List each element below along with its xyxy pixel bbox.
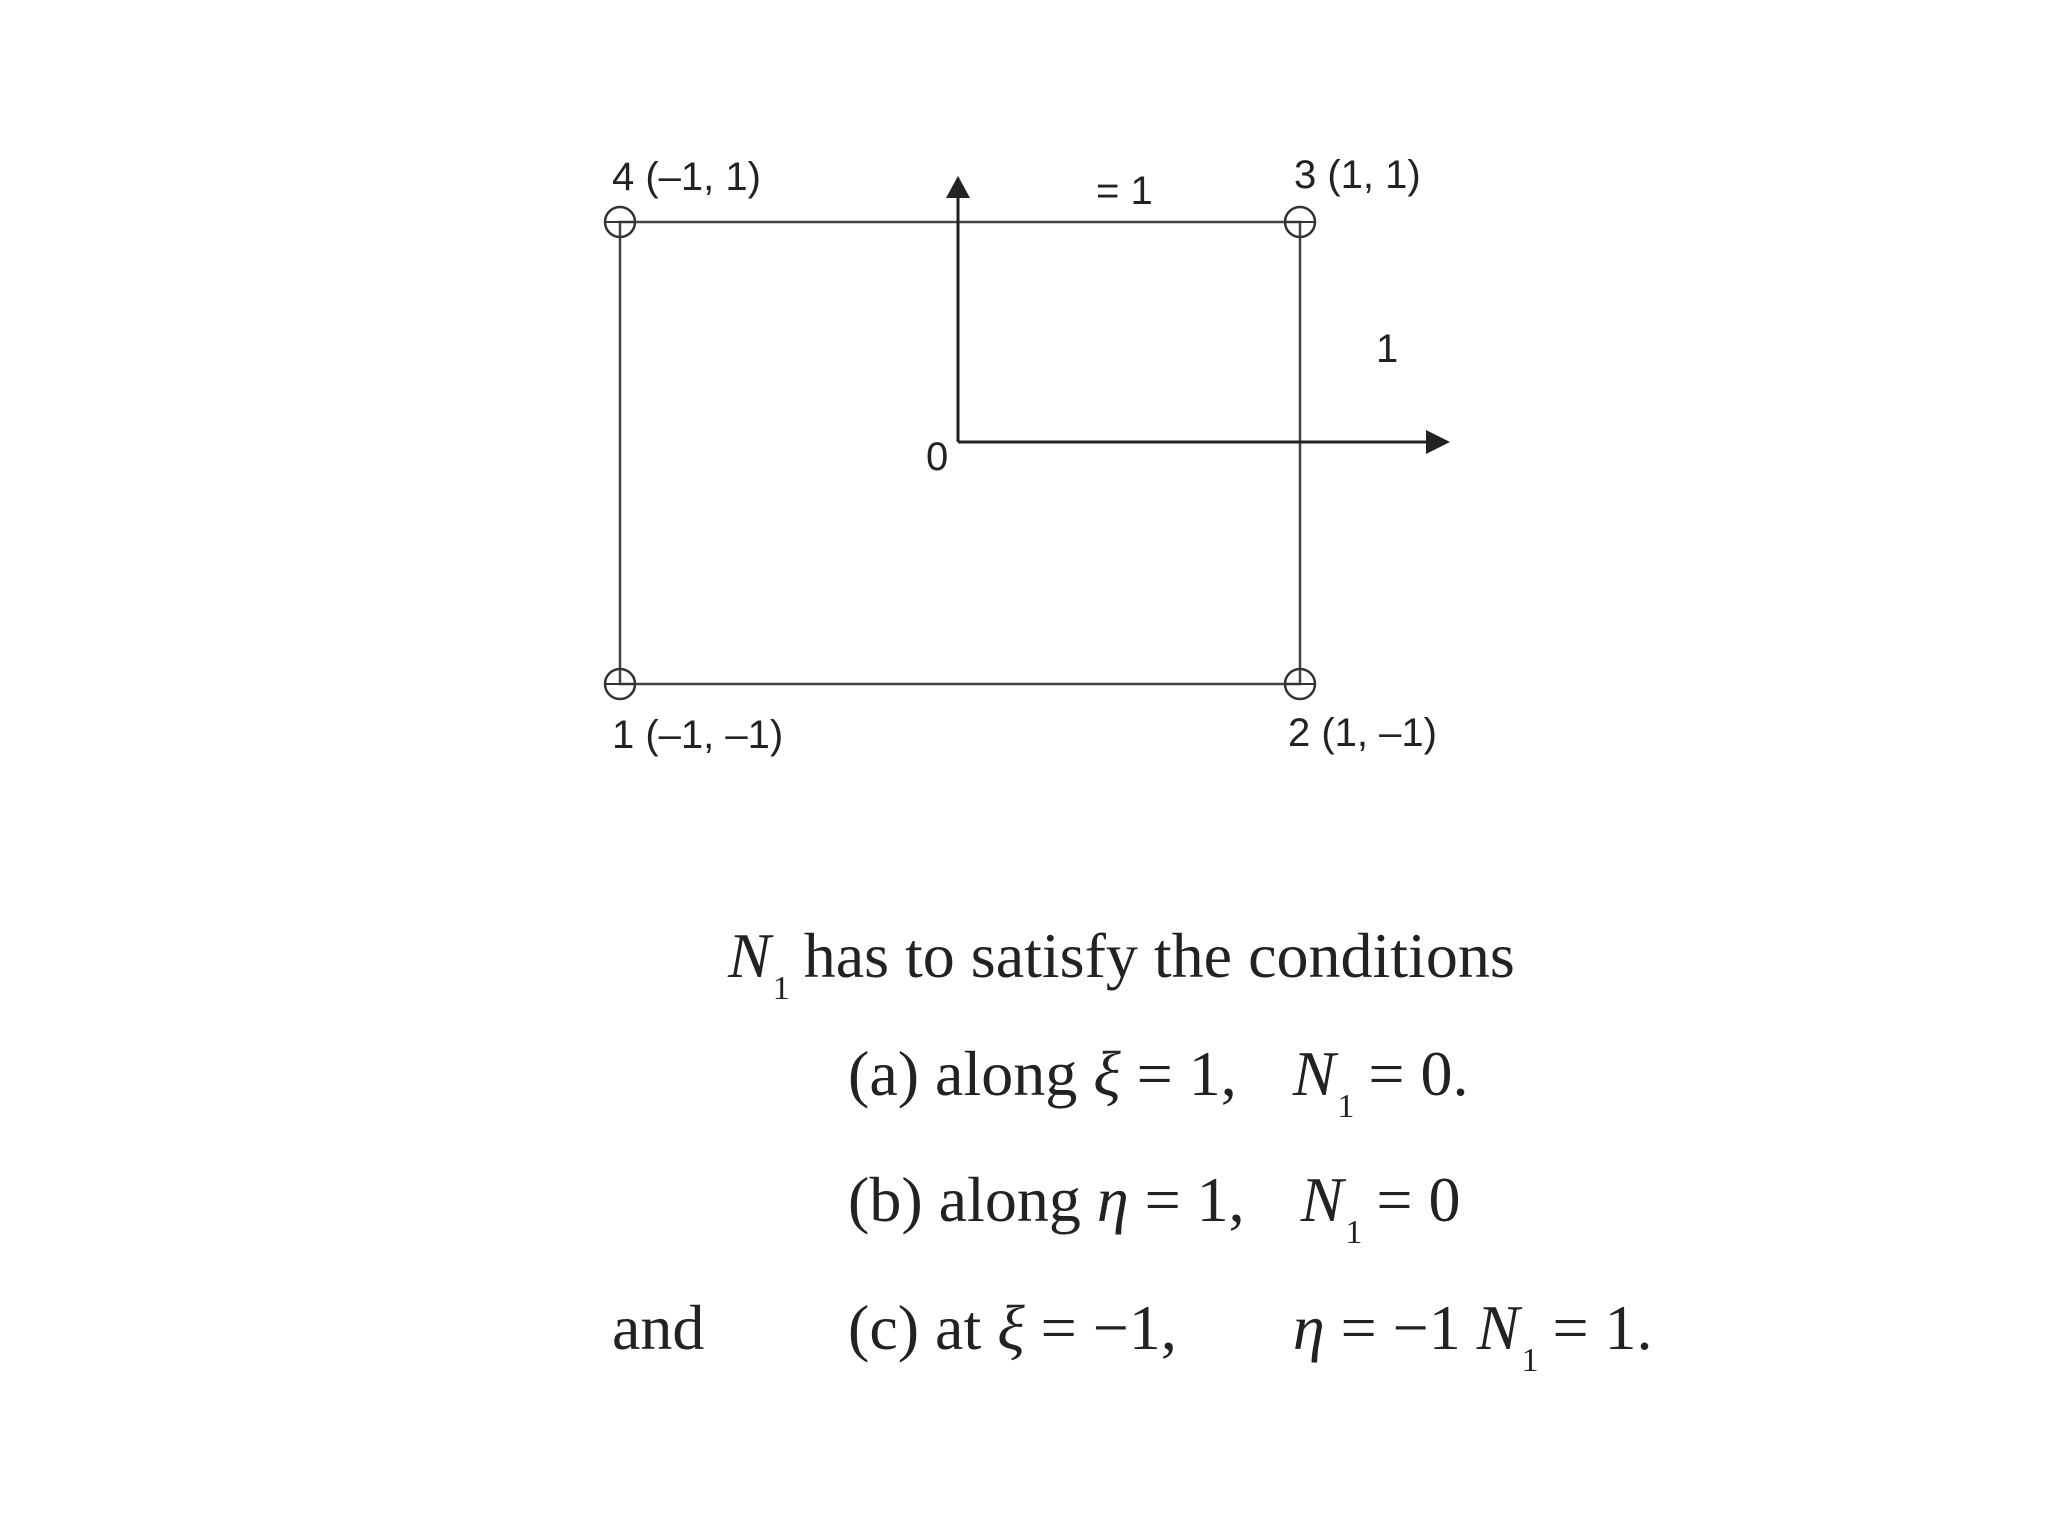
condition-c-prefix: (c) at (848, 1292, 982, 1363)
condition-b-sub: 1 (1345, 1214, 1363, 1251)
origin-label: 0 (926, 435, 949, 479)
condition-a-var: ξ (1093, 1038, 1121, 1109)
element-boundary (620, 222, 1300, 684)
condition-b-N: N (1300, 1164, 1344, 1235)
condition-c-rest: = 1. (1552, 1292, 1653, 1363)
shape-function-symbol: N (728, 920, 771, 991)
condition-c-eq1: = −1, (1040, 1292, 1177, 1363)
condition-c-var1: ξ (997, 1292, 1025, 1363)
node-4-label: 4 (–1, 1) (612, 155, 761, 199)
shape-function-subscript: 1 (772, 970, 790, 1007)
condition-a-prefix: (a) along (848, 1038, 1078, 1109)
condition-c-and: and (612, 1292, 705, 1363)
condition-a (848, 1038, 1469, 1125)
condition-a-N: N (1292, 1038, 1336, 1109)
condition-c-eq2: = −1 (1340, 1292, 1461, 1363)
right-edge-label: 1 (1376, 327, 1399, 371)
node-3-label: 3 (1, 1) (1294, 153, 1421, 197)
condition-b-rest: = 0 (1376, 1164, 1461, 1235)
node-1-label: 1 (–1, –1) (612, 713, 784, 757)
condition-c (848, 1292, 1653, 1379)
condition-b-prefix: (b) along (848, 1164, 1081, 1235)
condition-a-rest: = 0. (1368, 1038, 1469, 1109)
eta-axis-arrowhead (946, 176, 970, 198)
condition-a-eq: = 1, (1136, 1038, 1237, 1109)
condition-c-var2: η (1292, 1292, 1325, 1363)
condition-b (848, 1164, 1461, 1251)
condition-c-N: N (1476, 1292, 1520, 1363)
node-2-label: 2 (1, –1) (1288, 711, 1437, 755)
condition-c-sub: 1 (1521, 1342, 1539, 1379)
top-edge-label: = 1 (1096, 169, 1153, 213)
conditions-intro (728, 920, 1515, 1007)
condition-b-var: η (1096, 1164, 1129, 1235)
intro-text: has to satisfy the conditions (803, 920, 1515, 991)
xi-axis-arrowhead (1426, 430, 1450, 454)
condition-a-sub: 1 (1337, 1088, 1355, 1125)
condition-b-eq: = 1, (1144, 1164, 1245, 1235)
